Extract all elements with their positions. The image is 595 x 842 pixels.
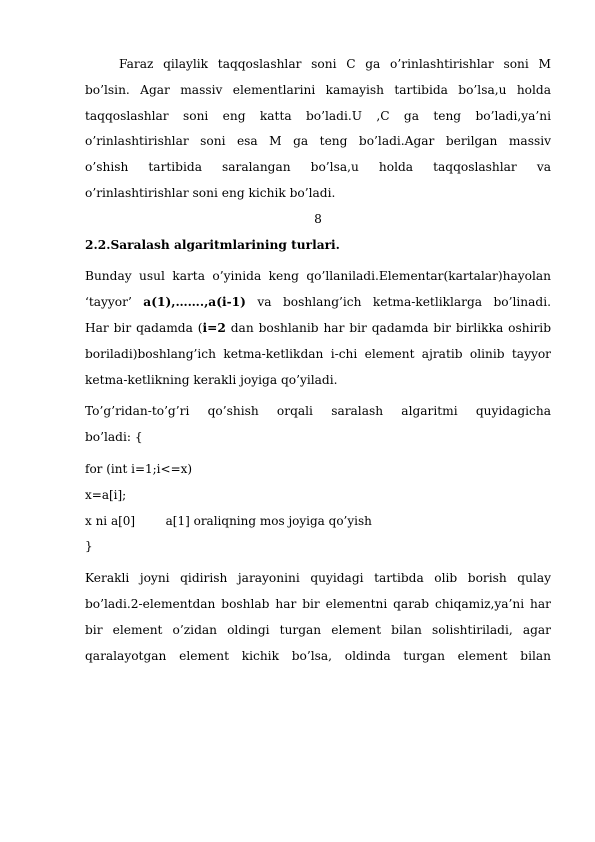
code-line: for (int i=1;i<=x) [85,461,193,476]
text-line: bo’lsin. Agar massiv elementlarini kamayish tartibida bo’lsa,u holda [85,82,551,97]
text-line: o’rinlashtirishlar soni esa M ga teng bo’ladi.Agar berilgan massiv [85,134,551,149]
text-line: o’rinlashtirishlar soni eng kichik bo’ladi. [85,185,336,200]
text-line: ketma-ketlikning kerakli joyiga qo’yiladi. [85,372,338,387]
page-number: 8 [314,211,322,226]
text-line: Faraz qilaylik taqqoslashlar soni C ga o’rinlashtirishlar soni M [119,57,551,71]
text-line [85,316,551,342]
paragraph-search-process [85,566,551,669]
text-line: bo’ladi: { [85,430,143,445]
code-line: x=a[i]; [85,487,127,502]
paragraph-comparisons [85,52,551,207]
text-line: To’g’ridan-to’g’ri qo’shish orqali saralash algaritmi quyidagicha [85,404,551,419]
bold-formula: a(1),…….,a(i-1) [143,295,246,310]
paragraph-algorithm-intro [85,399,551,451]
section-heading: 2.2.Saralash algaritmlarining turlari. [85,237,340,252]
document-page [85,52,551,669]
text-span: va boshlang’ich ketma-ketliklarga bo’linadi. [245,295,551,310]
text-line: qaralayotgan element kichik bo’lsa, oldinda turgan element bilan [85,648,551,663]
paragraph-insertion-method [85,264,551,393]
text-line [85,290,551,316]
text-line: o’shish tartibida saralangan bo’lsa,u holda taqqoslashlar va [85,160,551,175]
text-span: dan boshlanib har bir qadamda bir birlikka oshirib [225,320,552,335]
text-line: Bunday usul karta o’yinida keng qo’llaniladi.Elementar(kartalar)hayolan [85,269,551,284]
text-line: boriladi)boshlang’ich ketma-ketlikdan i-chi element ajratib olinib tayyor [85,346,551,361]
text-span: ‘tayyor’ [85,295,144,310]
text-line: bir element o’zidan oldingi turgan element bilan solishtiriladi, agar [85,622,551,637]
code-line: } [85,539,93,554]
text-line: Kerakli joyni qidirish jarayonini quyidagi tartibda olib borish qulay [85,571,551,586]
text-line: taqqoslashlar soni eng katta bo’ladi.U ,C ga teng bo’ladi,ya’ni [85,108,551,123]
code-line: x ni a[0] a[1] oraliqning mos joyiga qo’yish [85,513,372,528]
text-span: Har bir qadamda ( [85,320,203,335]
text-line: bo’ladi.2-elementdan boshlab har bir elementni qarab chiqamiz,ya’ni har [85,596,551,611]
bold-formula: i=2 [202,320,226,335]
code-block [85,457,551,560]
